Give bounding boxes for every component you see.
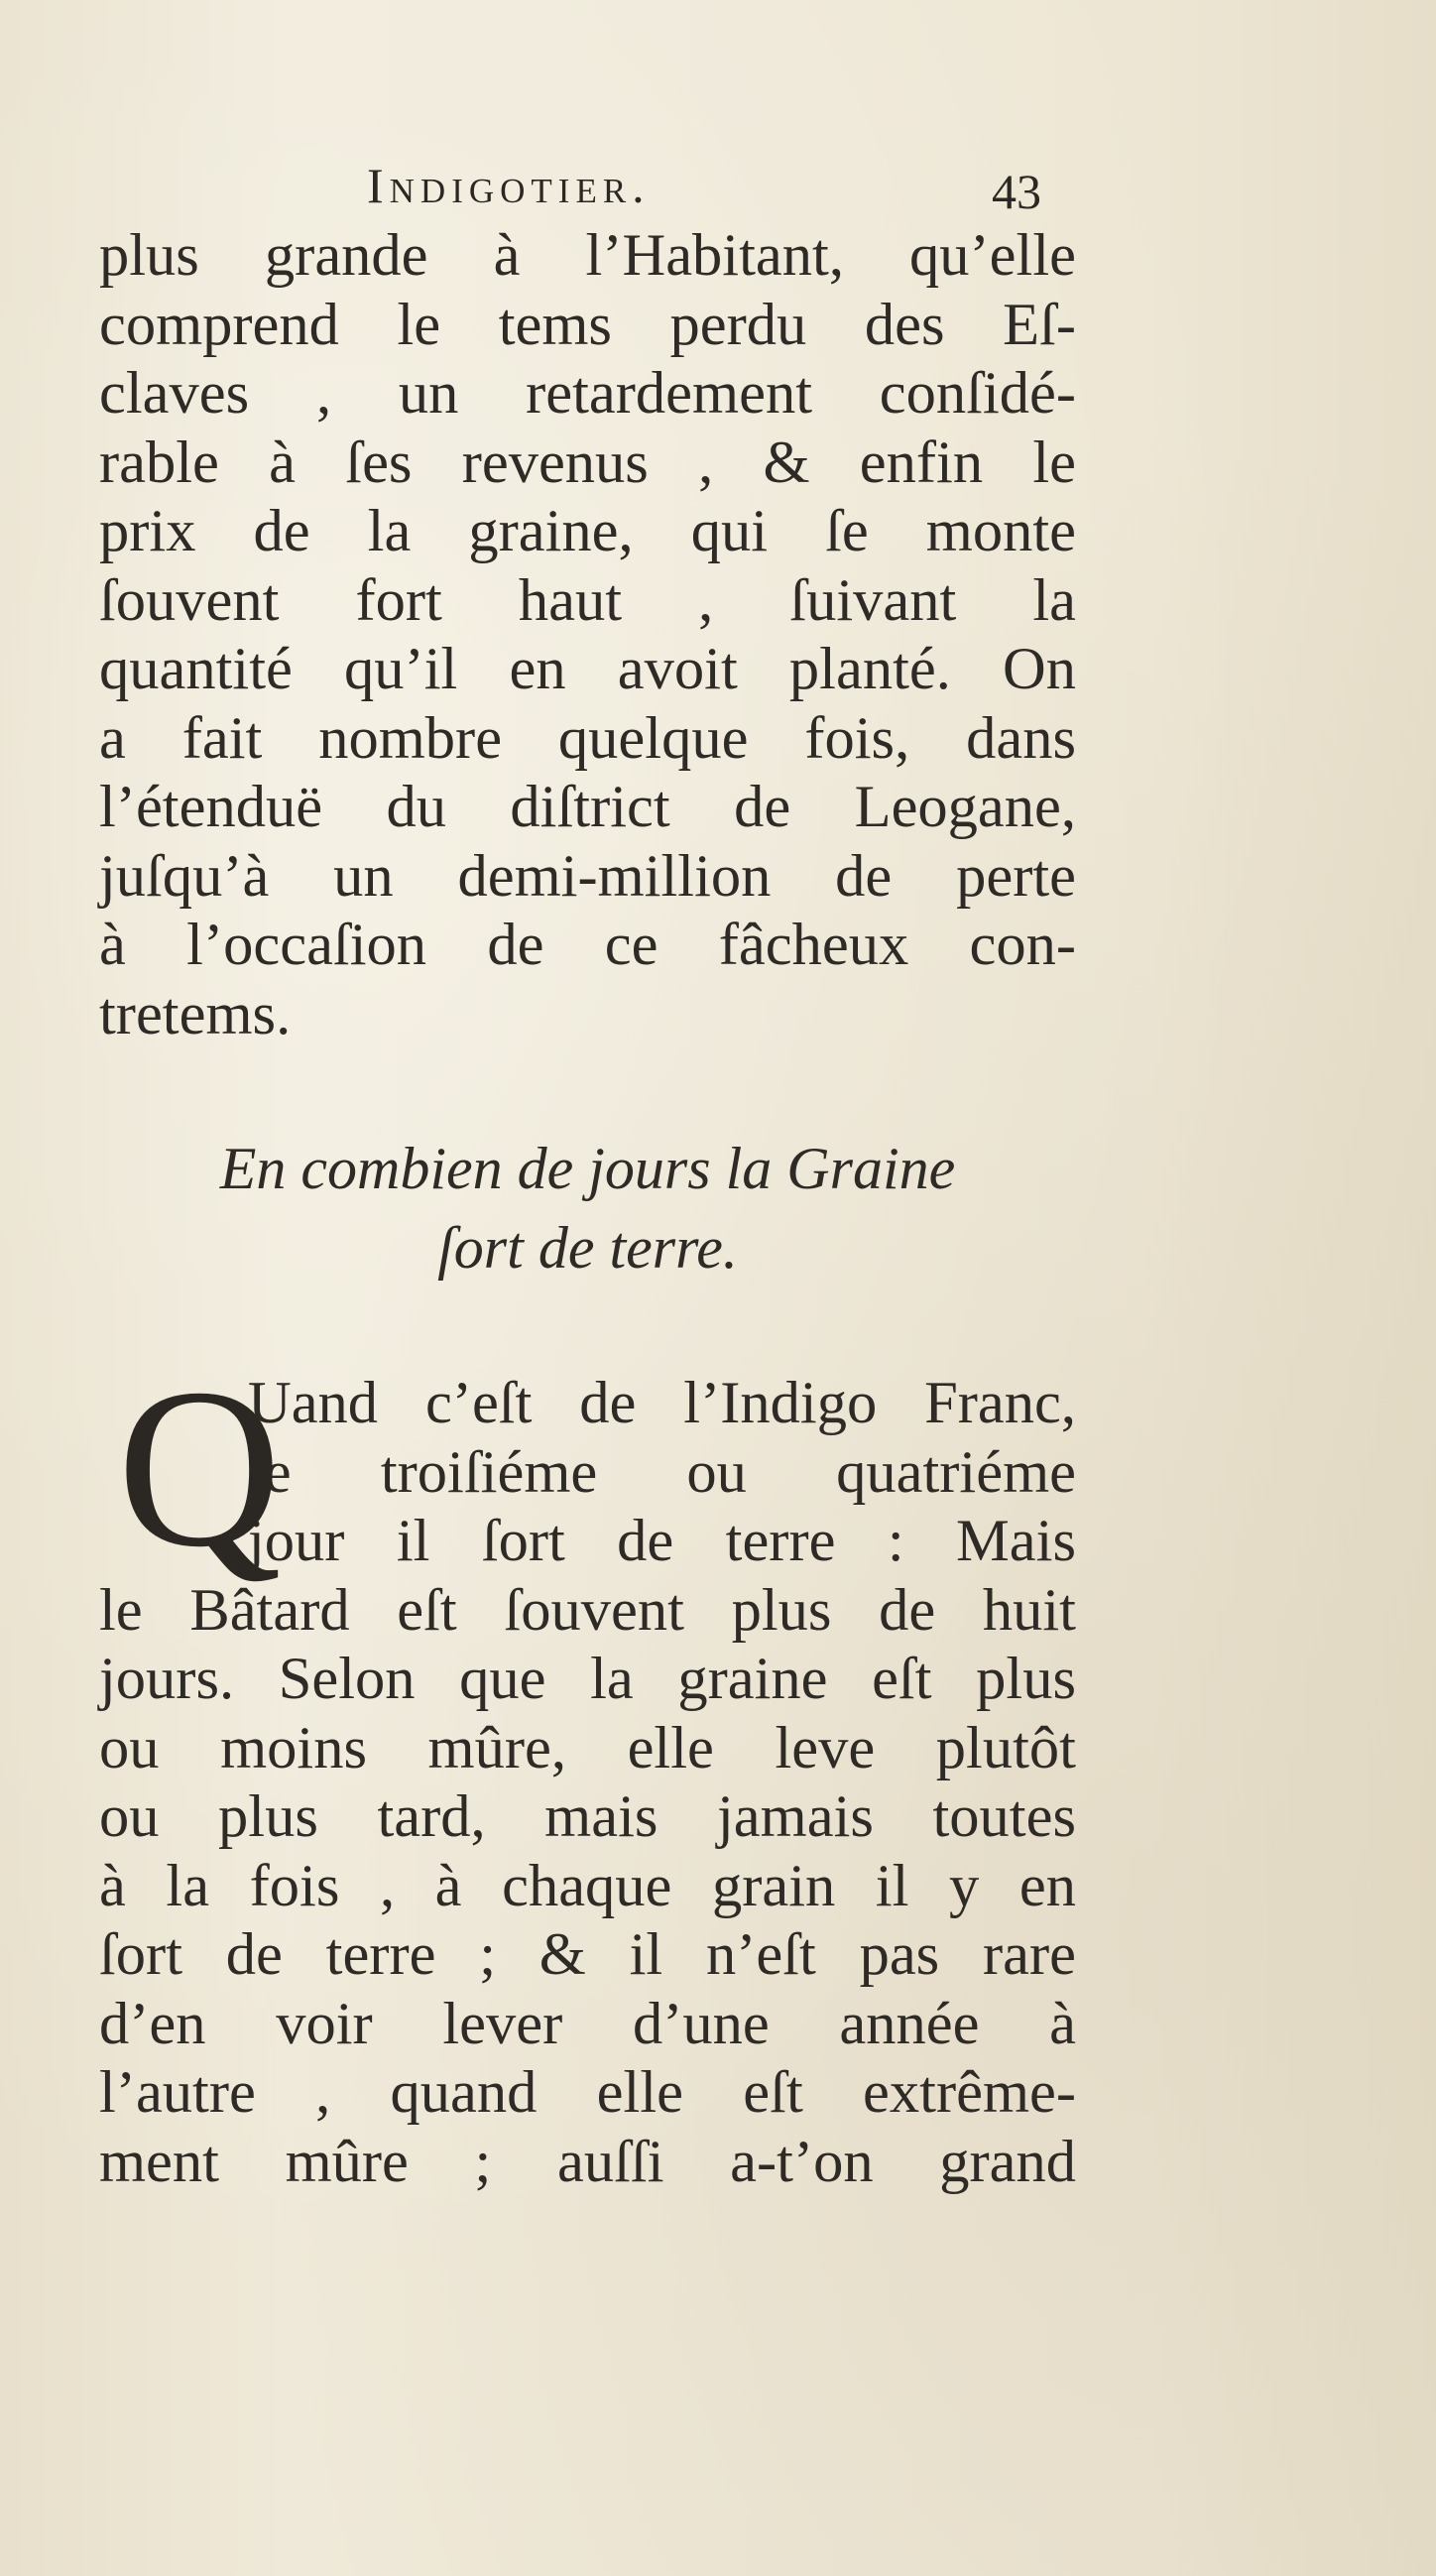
- text-line: claves , un retardement conſidé-: [99, 360, 1076, 427]
- text-line: à l’occaſion de ce fâcheux con-: [99, 912, 1076, 978]
- text-line: le troiſiéme ou quatriéme: [248, 1438, 1076, 1506]
- text-line: jour il ſort de terre : Mais: [248, 1508, 1076, 1574]
- text-line: juſqu’à un demi-million de perte: [99, 842, 1076, 910]
- text-line: rable à ſes revenus , & enfin le: [99, 429, 1076, 496]
- section-heading-line: En combien de jours la Graine: [219, 1136, 956, 1201]
- text-line: quantité qu’il en avoit planté. On: [99, 636, 1076, 702]
- text-line: tretems.: [99, 980, 292, 1047]
- text-line: ſort de terre ; & il n’eſt pas rare: [99, 1921, 1076, 1988]
- page-number: 43: [992, 164, 1041, 219]
- text-line: ment mûre ; auſſi a-t’on grand: [99, 2128, 1076, 2195]
- text-line: ou plus tard, mais jamais toutes: [99, 1783, 1076, 1850]
- section-heading: [99, 1129, 1076, 1288]
- running-head: Indigotier.: [367, 158, 651, 213]
- text-line: à la fois , à chaque grain il y en: [99, 1852, 1076, 1919]
- text-line: jours. Selon que la graine eſt plus: [99, 1646, 1076, 1712]
- section-heading-line: ſort de terre.: [437, 1215, 738, 1281]
- text-line: comprend le tems perdu des Eſ-: [99, 291, 1076, 358]
- text-line: ſouvent fort haut , ſuivant la: [99, 566, 1076, 634]
- drop-cap: Q: [117, 1341, 283, 1594]
- text-line: plus grande à l’Habitant, qu’elle: [99, 222, 1076, 289]
- paragraph-continued: [99, 221, 1076, 1048]
- text-line: le Bâtard eſt ſouvent plus de huit: [99, 1576, 1076, 1644]
- paragraph-new: [99, 1341, 1076, 2196]
- text-line: a fait nombre quelque fois, dans: [99, 704, 1076, 772]
- page-header: [367, 157, 1061, 226]
- text-line: ou moins mûre, elle leve plutôt: [99, 1714, 1076, 1781]
- text-line: d’en voir lever d’une année à: [99, 1990, 1076, 2057]
- text-line: prix de la graine, qui ſe monte: [99, 498, 1076, 564]
- text-line: l’autre , quand elle eſt extrême-: [99, 2059, 1076, 2126]
- text-line: Uand c’eſt de l’Indigo Franc,: [248, 1370, 1076, 1436]
- text-line: l’étenduë du diſtrict de Leogane,: [99, 774, 1076, 840]
